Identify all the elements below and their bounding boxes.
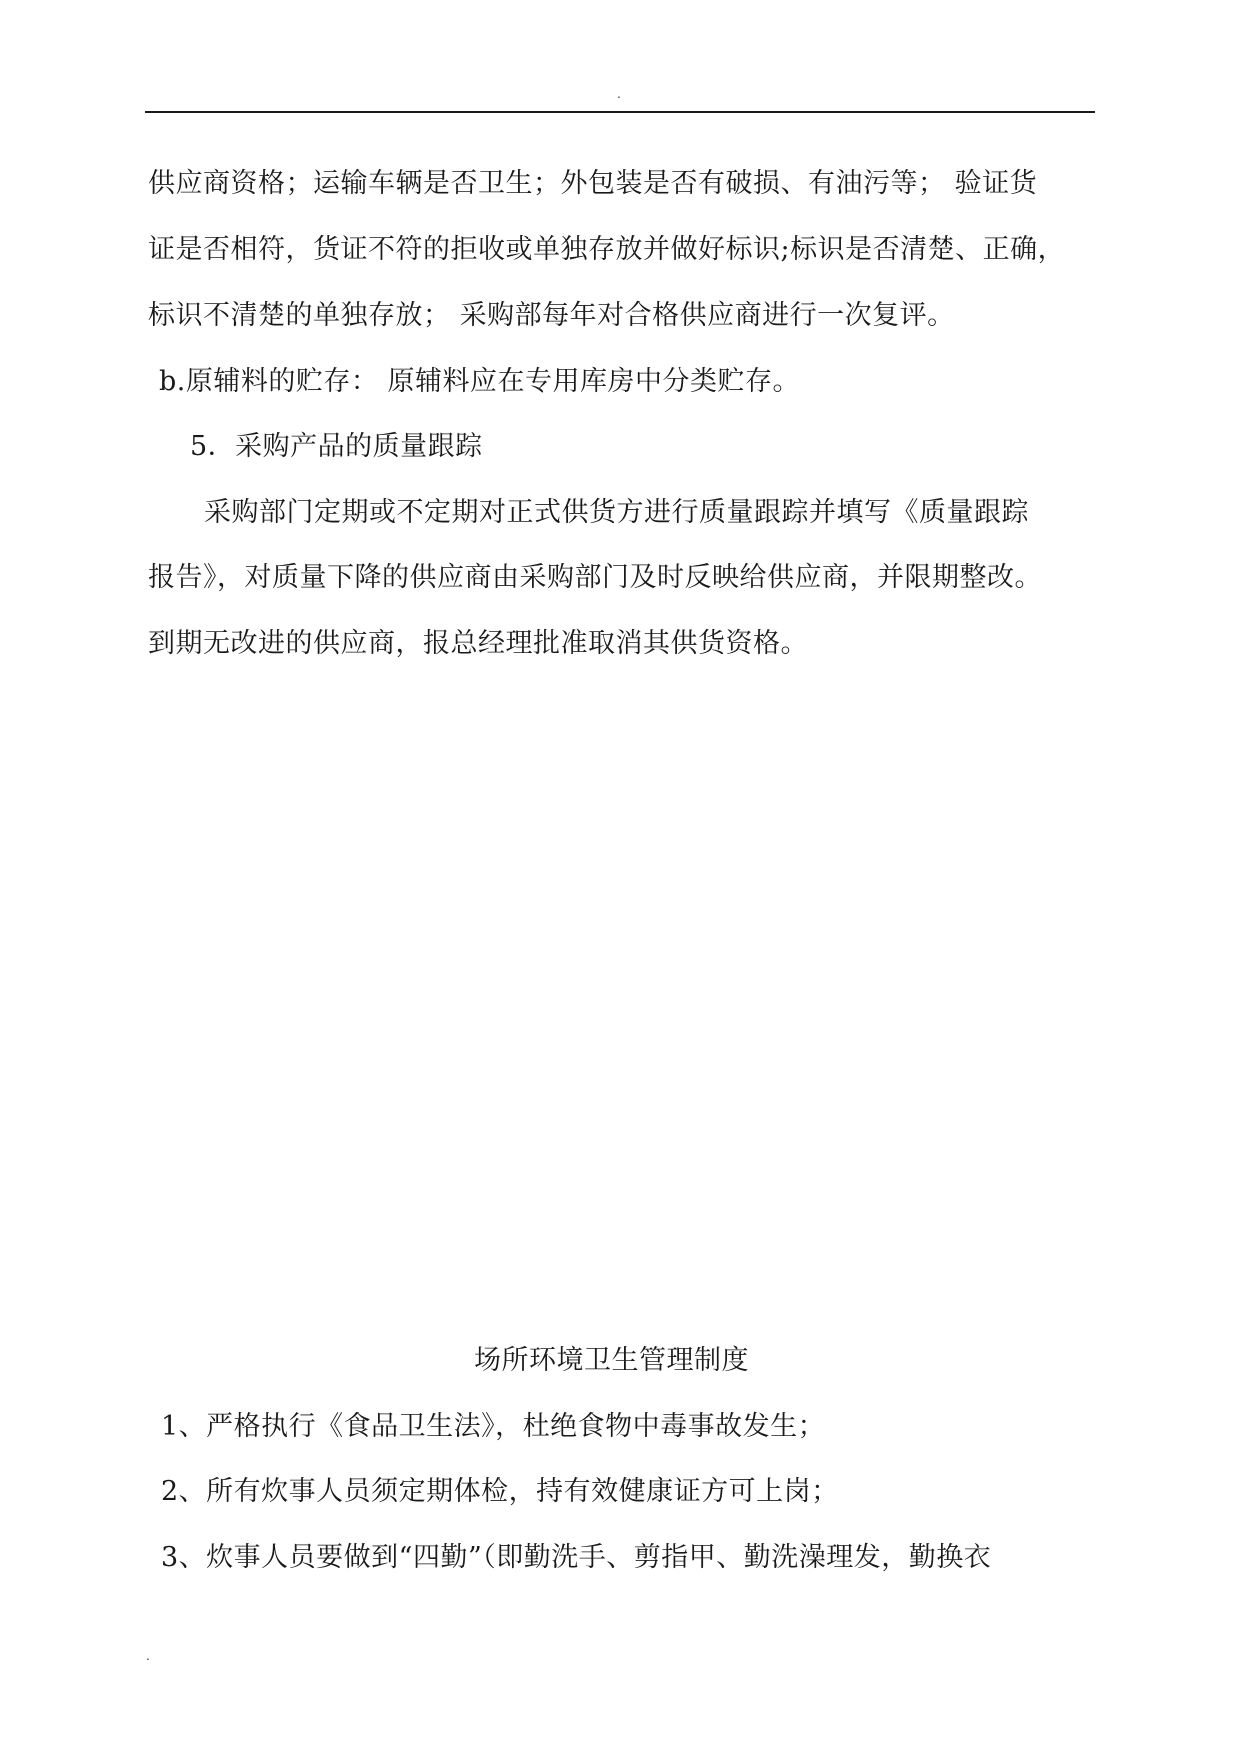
header-rule xyxy=(145,111,1095,113)
paragraph-line: 标识不清楚的单独存放； 采购部每年对合格供应商进行一次复评。 xyxy=(148,300,955,331)
rule-item: 1、严格执行《食品卫生法》，杜绝食物中毒事故发生； xyxy=(161,1411,826,1442)
document-title: 场所环境卫生管理制度 xyxy=(474,1345,749,1376)
paragraph-line: 报告》，对质量下降的供应商由采购部门及时反映给供应商，并限期整改。 xyxy=(148,562,1042,593)
paragraph-line: 供应商资格；运输车辆是否卫生；外包装是否有破损、有油污等； 验证货 xyxy=(148,168,1038,199)
paragraph-line: 证是否相符，货证不符的拒收或单独存放并做好标识;标识是否清楚、正确， xyxy=(148,234,1066,265)
rule-item: 2、所有炊事人员须定期体检，持有效健康证方可上岗； xyxy=(161,1476,839,1507)
header-mark: . xyxy=(617,87,621,101)
paragraph-line: 到期无改进的供应商，报总经理批准取消其供货资格。 xyxy=(148,628,808,659)
section-heading: 5．采购产品的质量跟踪 xyxy=(190,431,483,462)
rule-item: 3、炊事人员要做到“四勤”（即勤洗手、剪指甲、勤洗澡理发，勤换衣 xyxy=(161,1542,992,1573)
footer-mark: . xyxy=(146,1649,150,1663)
paragraph-line: 采购部门定期或不定期对正式供货方进行质量跟踪并填写《质量跟踪 xyxy=(204,497,1029,528)
storage-line: b.原辅料的贮存： 原辅料应在专用库房中分类贮存。 xyxy=(159,366,800,397)
